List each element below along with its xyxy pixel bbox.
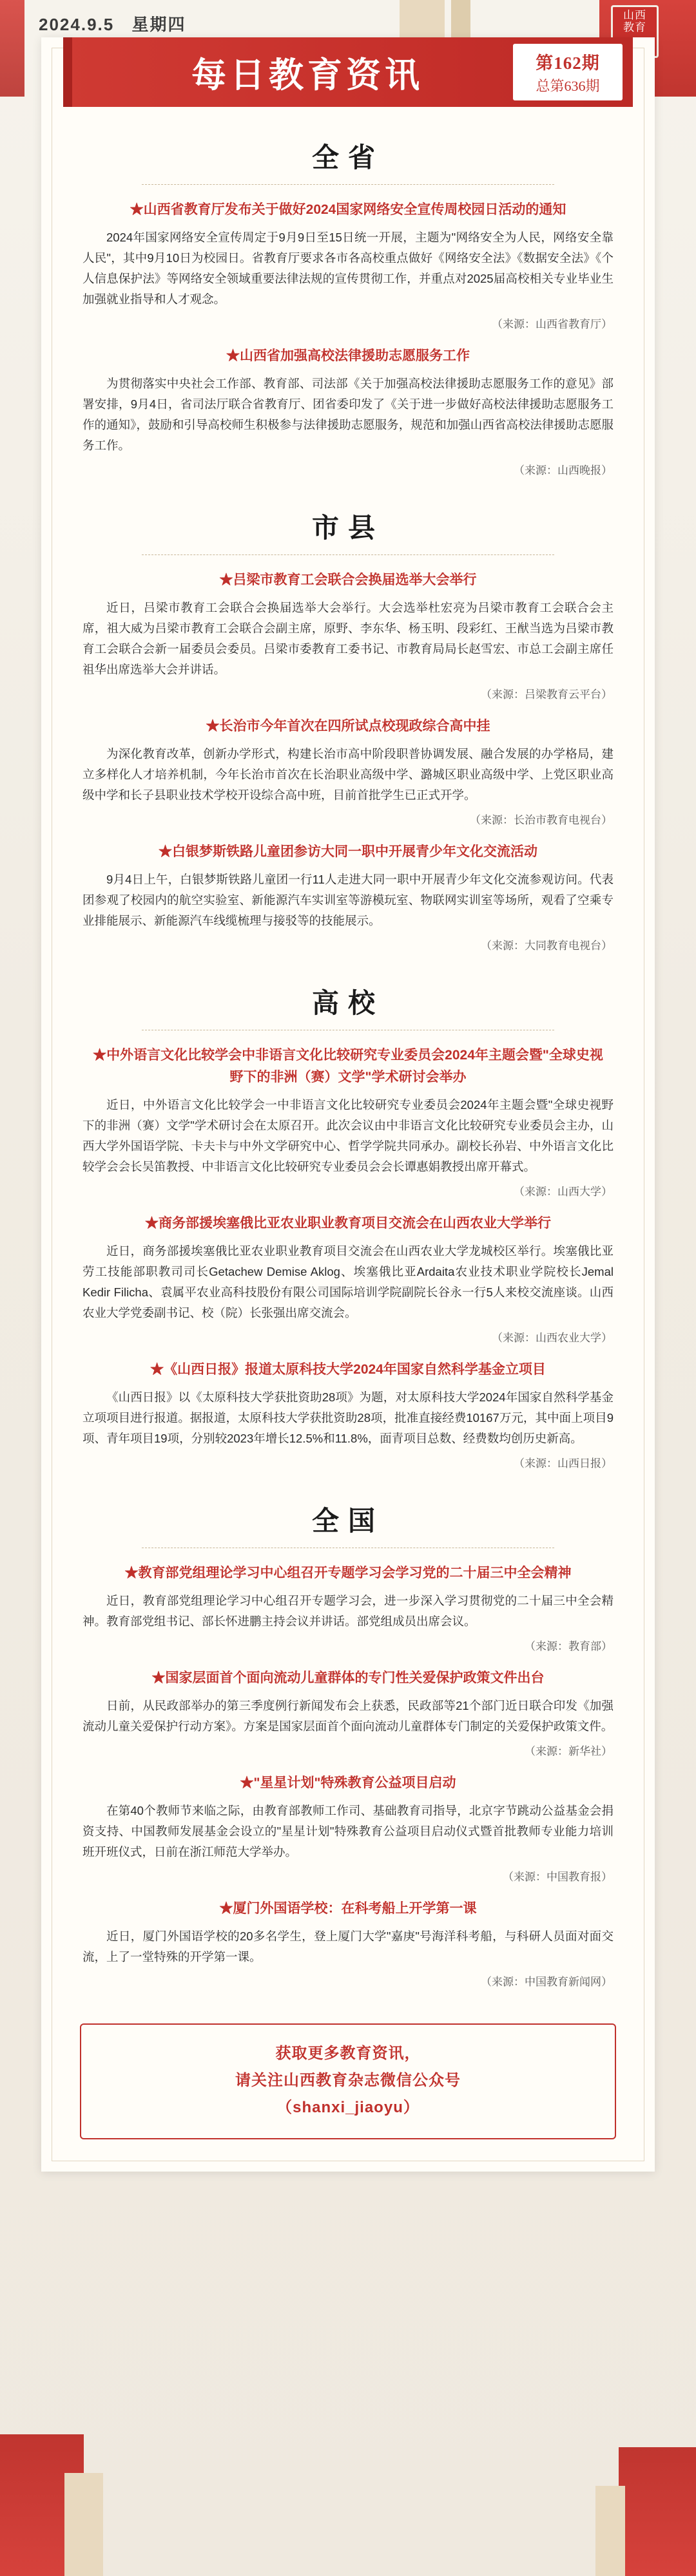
- section-divider: [142, 554, 554, 555]
- article-source: （来源：新华社）: [525, 1745, 612, 1757]
- issue-total: 总第636期: [536, 78, 600, 94]
- article-body: 为贯彻落实中央社会工作部、教育部、司法部《关于加强高校法律援助志愿服务工作的意见》部署安排，9月4日，省司法厅联合省教育厅、团省委印发了《关于进一步做好高校法律援助志愿服务工作的通知》，鼓励和引导高校师生积极参与法律援助志愿服务，规范和加强山西省高校法律援助志愿服务工作。: [82, 377, 614, 452]
- article-title[interactable]: ★"星星计划"特殊教育公益项目启动: [240, 1776, 456, 1790]
- article-source: （来源：山西日报）: [514, 1457, 612, 1470]
- news-article: [77, 1359, 619, 1470]
- section-title: 市县: [311, 514, 384, 544]
- article-title[interactable]: ★山西省加强高校法律援助志愿服务工作: [226, 348, 470, 363]
- article-body: 近日，商务部援埃塞俄比亚农业职业教育项目交流会在山西农业大学龙城校区举行。埃塞俄比亚劳工技能部职教司司长Getachew Demise Aklog、埃塞俄比亚Ardaita农业技术职业学院校长Jemal Kedir Filicha、袁属平农业高科技股份有限公司国际培训学院副院长谷永一行5人来校交流座谈。山西农业大学党委副书记、校（院）长张强出席交流会。: [82, 1244, 614, 1320]
- section-divider: [142, 184, 554, 185]
- footer-subscribe-box: [80, 2023, 616, 2139]
- bottom-spacer: [0, 2172, 696, 2249]
- news-article: [77, 199, 619, 331]
- article-body: 近日，吕梁市教育工会联合会换届选举大会举行。大会选举杜宏亮为吕梁市教育工会联合会主席，祖大威为吕梁市教育工会联合会副主席，原野、李东华、杨玉明、段彩红、王猷当选为吕梁市教育工会联合会新一届委员会委员。吕梁市委教育工委书记、市教育局局长赵雪宏、市总工会副主席任祖华出席选举大会并讲话。: [82, 601, 614, 676]
- article-body: 近日，教育部党组理论学习中心组召开专题学习会，进一步深入学习贯彻党的二十届三中全会精神。教育部党组书记、部长怀进鹏主持会议并讲话。部党组成员出席会议。: [82, 1594, 614, 1628]
- decor-top-left-red: [0, 0, 24, 97]
- article-title[interactable]: ★中外语言文化比较学会中非语言文化比较研究专业委员会2024年主题会暨"全球史视野下的非洲（赛）文学"学术研讨会举办: [93, 1048, 603, 1084]
- seal-line-1: 山西: [623, 9, 646, 21]
- article-title[interactable]: ★吕梁市教育工会联合会换届选举大会举行: [219, 573, 477, 587]
- news-article: [77, 569, 619, 701]
- news-article: [77, 1772, 619, 1884]
- article-body: 2024年国家网络安全宣传周定于9月9日至15日统一开展，主题为"网络安全为人民，网络安全靠人民"，其中9月10日为校园日。省教育厅要求各市各高校重点做好《网络安全法》《数据安全法》《个人信息保护法》等网络安全领域重要法律法规的宣传贯彻工作，并重点对2025届高校相关专业毕业生加强就业指导和人才观念。: [82, 231, 614, 306]
- article-title[interactable]: ★教育部党组理论学习中心组召开专题学习会学习党的二十届三中全会精神: [124, 1566, 572, 1580]
- header-date: 2024.9.5: [39, 15, 115, 34]
- article-body: 《山西日报》以《太原科技大学获批资助28项》为题，对太原科技大学2024年国家自然科学基金立项项目进行报道。据报道，太原科技大学获批资助28项，批准直接经费10167万元，其中面上项目9项、青年项目19项，分别较2023年增长12.5%和11.8%，面青项目总数、经费数均创历史新高。: [82, 1390, 614, 1445]
- article-title[interactable]: ★《山西日报》报道太原科技大学2024年国家自然科学基金立项目: [150, 1362, 546, 1377]
- section: [77, 982, 619, 1470]
- article-title[interactable]: ★白银梦斯铁路儿童团参访大同一职中开展青少年文化交流活动: [159, 844, 537, 859]
- article-title[interactable]: ★山西省教育厅发布关于做好2024国家网络安全宣传周校园日活动的通知: [130, 202, 566, 217]
- section-heading: [77, 507, 619, 545]
- article-source: （来源：教育部）: [525, 1640, 612, 1653]
- news-article: [77, 1562, 619, 1653]
- section-title: 全省: [311, 144, 384, 173]
- section-heading: [77, 982, 619, 1021]
- footer-wechat-id: （shanxi_jiaoyu）: [276, 2099, 420, 2116]
- sections-container: [41, 137, 655, 1989]
- newsletter-card: [41, 37, 655, 2172]
- article-body: 近日，厦门外国语学校的20多名学生，登上厦门大学"嘉庚"号海洋科考船，与科研人员面对面交流，上了一堂特殊的开学第一课。: [82, 1929, 614, 1964]
- news-article: [77, 841, 619, 952]
- header-weekday: 星期四: [131, 15, 186, 34]
- article-source: （来源：吕梁教育云平台）: [481, 688, 612, 701]
- footer-line-2: 请关注山西教育杂志微信公众号: [235, 2072, 461, 2089]
- footer-line-1: 获取更多教育资讯，: [275, 2045, 421, 2062]
- article-body: 近日，中外语言文化比较学会一中非语言文化比较研究专业委员会2024年主题会暨"全球史视野下的非洲（赛）文学"学术研讨会在太原召开。此次会议由中非语言文化比较研究专业委员会主办，山西大学外国语学院、卡夫卡与中外文学研究中心、哲学学院共同承办。副校长孙岩、中外语言文化比较学会会长吴笛教授、中非语言文化比较研究专业委员会会长谭惠娟教授出席开幕式。: [82, 1098, 614, 1173]
- article-body: 日前，从民政部举办的第三季度例行新闻发布会上获悉，民政部等21个部门近日联合印发《加强流动儿童关爱保护行动方案》。方案是国家层面首个面向流动儿童群体专门制定的关爱保护政策文件。: [82, 1699, 614, 1733]
- newsletter-banner: [63, 37, 633, 107]
- news-article: [77, 1213, 619, 1345]
- article-title[interactable]: ★长治市今年首次在四所试点校现政综合高中挂: [206, 719, 490, 734]
- article-body: 9月4日上午，白银梦斯铁路儿童团一行11人走进大同一职中开展青少年文化交流参观访问。代表团参观了校园内的航空实验室、新能源汽车实训室等游模玩室、物联网实训室等场所，观看了空乘专业排能展示、新能源汽车线缆梳理与接驳等的技能展示。: [82, 873, 614, 927]
- header-datebar: [39, 12, 186, 35]
- news-article: [77, 1667, 619, 1758]
- section-heading: [77, 1500, 619, 1539]
- article-source: （来源：山西农业大学）: [492, 1332, 612, 1344]
- article-title[interactable]: ★国家层面首个面向流动儿童群体的专门性关爱保护政策文件出台: [151, 1671, 545, 1685]
- news-article: [77, 715, 619, 827]
- article-source: （来源：大同教育电视台）: [481, 940, 612, 952]
- banner-title: 每日教育资讯: [191, 55, 423, 95]
- article-source: （来源：长治市教育电视台）: [470, 814, 612, 826]
- issue-badge: [513, 44, 623, 100]
- article-source: （来源：山西大学）: [514, 1186, 612, 1198]
- article-source: （来源：中国教育报）: [503, 1871, 612, 1883]
- news-article: [77, 1045, 619, 1198]
- article-source: （来源：山西晚报）: [514, 464, 612, 477]
- article-title[interactable]: ★商务部援埃塞俄比亚农业职业教育项目交流会在山西农业大学举行: [145, 1216, 551, 1231]
- seal-line-2: 教育: [623, 21, 646, 33]
- section: [77, 1500, 619, 1989]
- section: [77, 507, 619, 952]
- article-source: （来源：中国教育新闻网）: [481, 1976, 612, 1988]
- section-title: 高校: [311, 989, 384, 1019]
- issue-number: 第162期: [536, 53, 600, 73]
- section: [77, 137, 619, 477]
- article-source: （来源：山西省教育厅）: [492, 318, 612, 330]
- decor-bottom-right-tan: [595, 2486, 625, 2576]
- article-body: 在第40个教师节来临之际，由教育部教师工作司、基础教育司指导，北京字节跳动公益基金会捐资支持、中国教师发展基金会设立的"星星计划"特殊教育公益项目启动仪式暨首批教师专业能力培训班开班仪式，日前在浙江师范大学举办。: [82, 1804, 614, 1859]
- section-title: 全国: [311, 1507, 384, 1537]
- news-article: [77, 345, 619, 477]
- article-title[interactable]: ★厦门外国语学校：在科考船上开学第一课: [219, 1901, 477, 1916]
- decor-bottom-right-red: [619, 2447, 696, 2576]
- news-article: [77, 1898, 619, 1989]
- section-heading: [77, 137, 619, 175]
- article-body: 为深化教育改革，创新办学形式，构建长治市高中阶段职普协调发展、融合发展的办学格局，建立多样化人才培养机制，今年长治市首次在长治职业高级中学、潞城区职业高级中学、上党区职业高级中学和长子县职业技术学校开设综合高中班，目前首批学生已正式开学。: [82, 747, 614, 802]
- decor-bottom-left-tan: [64, 2473, 103, 2576]
